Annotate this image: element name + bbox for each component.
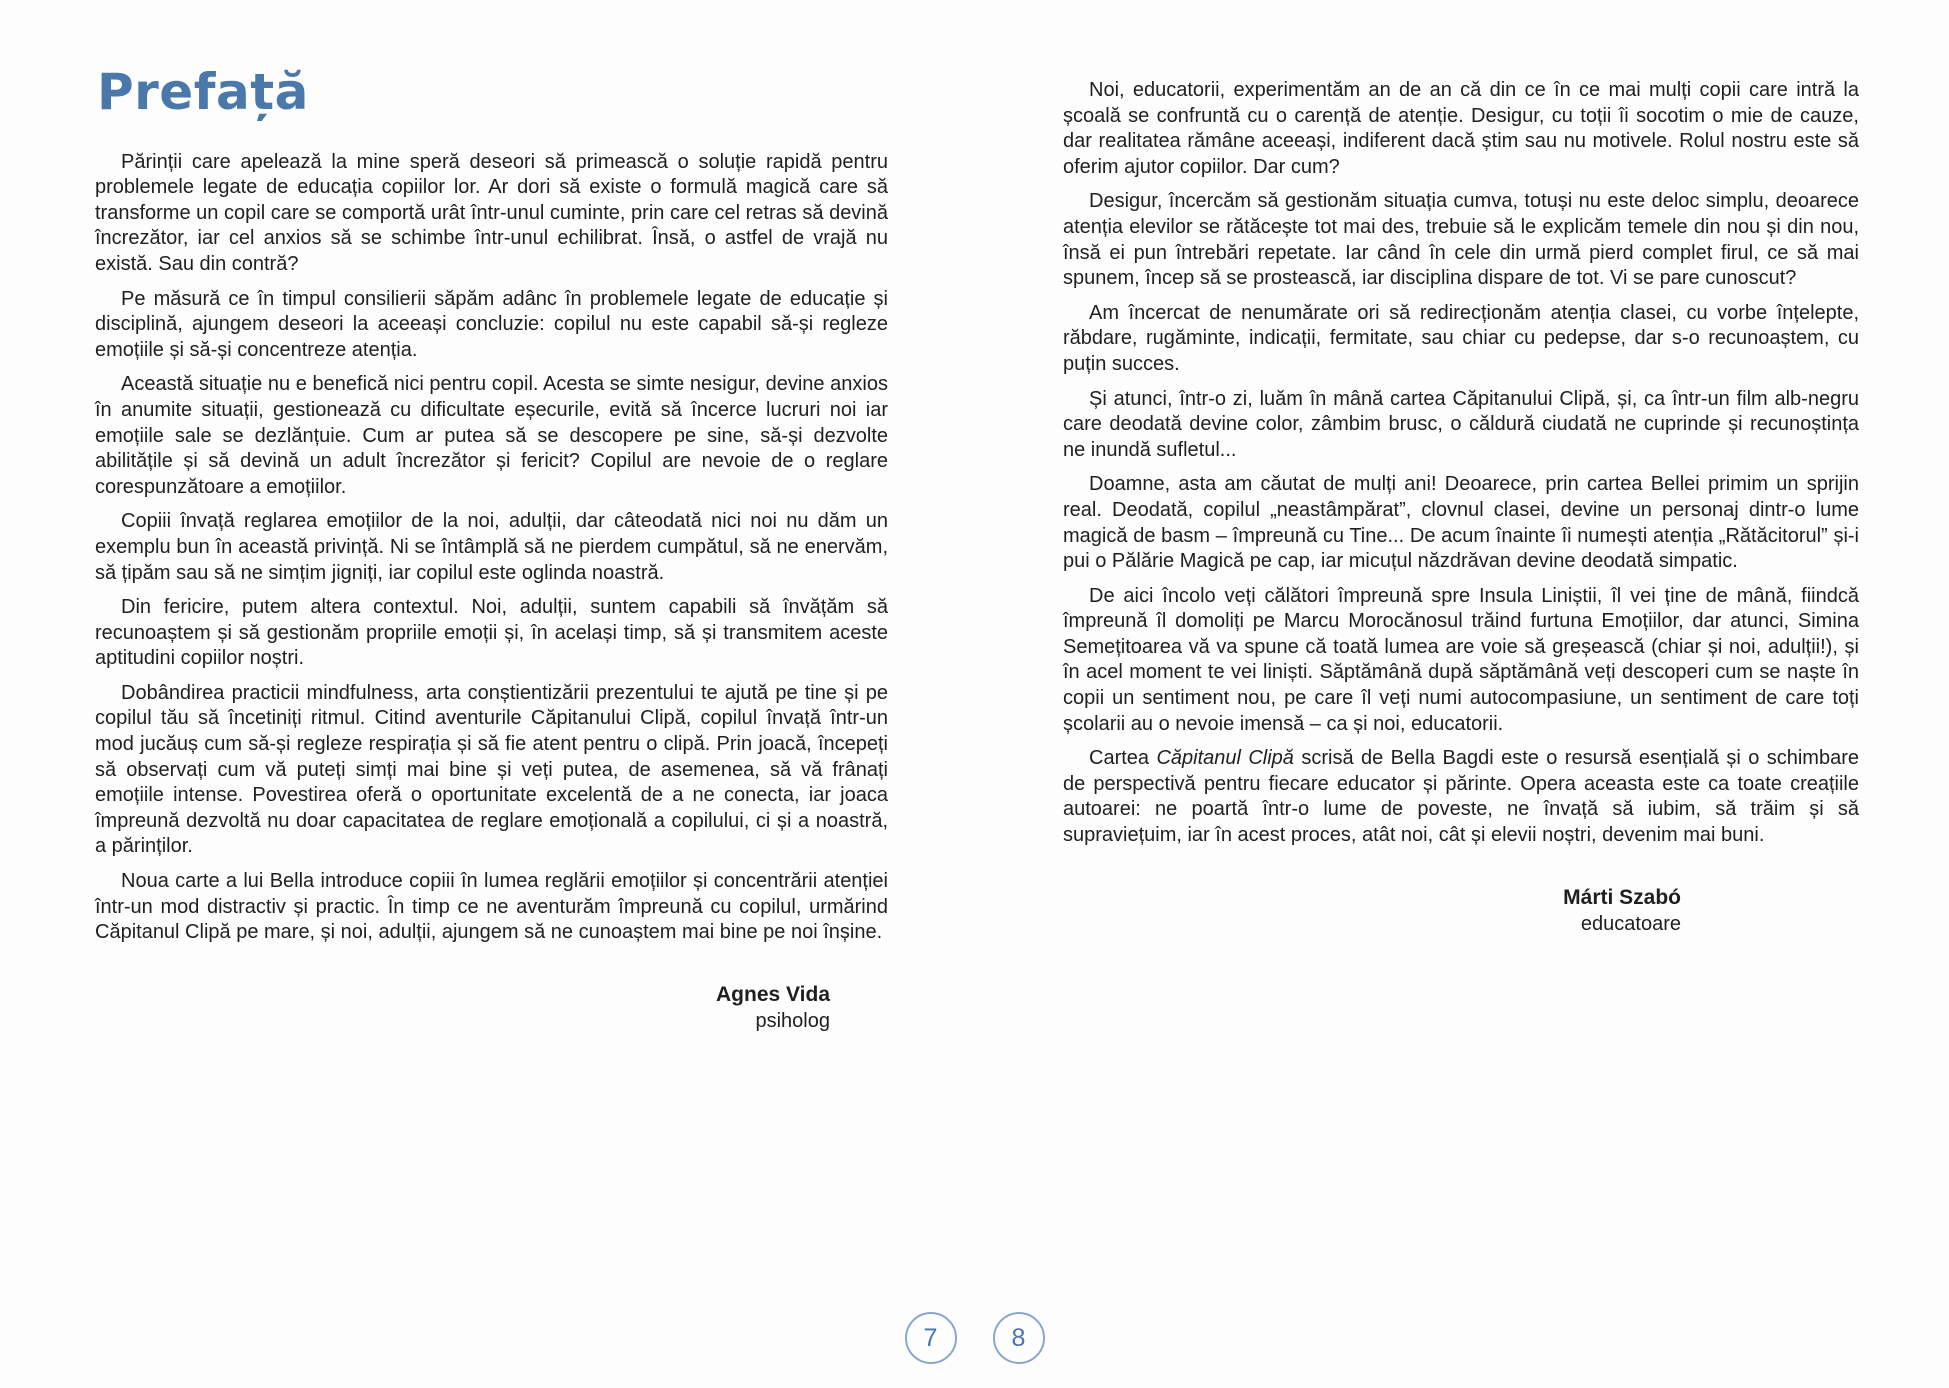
paragraph: Am încercat de nenumărate ori să redirecționăm atenția clasei, cu vorbe înțelepte, răbdare, rugăminte, indicații, fermitate, sau chiar cu pedepse, dar s-o recunoaștem, cu puțin succes. (1063, 301, 1859, 375)
paragraph: Părinții care apelează la mine speră deseori să primească o soluție rapidă pentru problemele legate de educația copiilor lor. Ar dori să existe o formulă magică care să transforme un copil care se comportă urât într-unul cuminte, prin care cel retras să devină încrezător, iar cel anxios să se schimbe într-unul echilibrat. Însă, o astfel de vrajă nu există. Sau din contră? (95, 150, 888, 275)
paragraph: Pe măsură ce în timpul consilierii săpăm adânc în problemele legate de educație și disciplină, ajungem deseori la aceeași concluzie: copilul nu este capabil să-și regleze emoțiile și să-și concentreze atenția. (95, 287, 888, 361)
signature-name: Márti Szabó (1563, 885, 1681, 909)
left-page-column (95, 63, 888, 1034)
paragraph-text: Cartea (1089, 747, 1157, 770)
signature-role: psiholog (755, 1009, 830, 1032)
paragraph: Din fericire, putem altera contextul. Noi, adulții, suntem capabili să învățăm să recunoaștem și să gestionăm propriile emoții și, în același timp, să și transmitem aceste aptitudini copiilor noștri. (95, 596, 888, 670)
signature-block (95, 982, 888, 1034)
paragraph: Copiii învață reglarea emoțiilor de la noi, adulții, dar câteodată nici noi nu dăm un exemplu bun în această privință. Ni se întâmplă să ne pierdem cumpătul, să ne enervăm, să țipăm sau să ne simțim jigniți, iar copilul este oglinda noastră. (95, 510, 888, 584)
paragraph (1063, 746, 1859, 848)
page-number-8: 8 (993, 1312, 1045, 1364)
paragraph: Dobândirea practicii mindfulness, arta conștientizării prezentului te ajută pe tine și pe copilul tău să încetiniți ritmul. Citind aventurile Căpitanului Clipă, copilul învață într-un mod jucăuș cum să-și regleze respirația și să fie atent pentru o clipă. Prin joacă, începeți să observați cum vă puteți simți mai bine și veți putea, de asemenea, să vă frânați emoțiile intense. Povestirea oferă o oportunitate excelentă de a ne conecta, iar joaca împreună dezvoltă nu doar capacitatea de reglare emoțională a copilului, ci și a noastră, a părinților. (95, 681, 888, 858)
page-number-row (0, 1312, 1949, 1364)
signature-role: educatoare (1580, 912, 1681, 935)
page-number-7: 7 (905, 1312, 957, 1364)
paragraph: Noua carte a lui Bella introduce copiii în lumea reglării emoțiilor și concentrării atenției într-un mod distractiv și practic. În timp ce ne aventurăm împreună cu copilul, urmărind Căpitanul Clipă pe mare, și noi, adulții, ajungem să ne cunoaștem mai bine pe noi înșine. (95, 870, 888, 944)
paragraph: Și atunci, într-o zi, luăm în mână cartea Căpitanului Clipă, și, ca într-un film alb-negru care deodată devine color, zâmbim brusc, o căldură ciudată ne cuprinde și recunoștința ne inundă sufletul... (1063, 387, 1859, 461)
right-page-column (1063, 78, 1859, 937)
signature-block (1063, 885, 1859, 937)
signature-name: Agnes Vida (716, 982, 830, 1006)
paragraph: Doamne, asta am căutat de mulți ani! Deoarece, prin cartea Bellei primim un sprijin real. Deodată, copilul „neastâmpărat”, clovnul clasei, devine un personaj dintr-o lume magică de basm – împreună cu Tine... De acum înainte îi numești atenția „Rătăcitorul” și-i pui o Pălărie Magică pe cap, iar micuțul năzdrăvan devine deodată simpatic. (1063, 473, 1859, 573)
paragraph-text: scrisă de Bella Bagdi este o resursă esențială și o schimbare de perspectivă pentru fiecare educator și părinte. Opera aceasta este ca toate creațiile autoarei: ne poartă într-o lume de poveste, ne învață să iubim, să trăim și să supraviețuim, iar în acest proces, atât noi, cât și elevii noștri, devenim mai buni. (1063, 747, 1860, 847)
paragraph: De aici încolo veți călători împreună spre Insula Liniștii, îl vei ține de mână, fiindcă împreună îl domoliți pe Marcu Morocănosul trăind furtuna Emoțiilor, dar atunci, Simina Semețitoarea vă va spune că toată lumea are voie să greșească (chiar și noi, adulții!), și în acel moment te vei liniști. Săptămână după săptămână veți descoperi cum se naște în copii un sentiment nou, pe care îl veți numi autocompasiune, un sentiment de care toți școlarii au o nevoie imensă – ca și noi, educatorii. (1063, 584, 1859, 735)
book-title-italic: Căpitanul Clipă (1156, 747, 1294, 770)
paragraph: Noi, educatorii, experimentăm an de an că din ce în ce mai mulți copii care intră la școală se confruntă cu o carență de atenție. Desigur, cu toții îi socotim o mie de cauze, dar realitatea rămâne aceeași, indiferent dacă știm sau nu motivele. Rolul nostru este să oferim ajutor copiilor. Dar cum? (1063, 79, 1859, 178)
paragraph: Această situație nu e benefică nici pentru copil. Acesta se simte nesigur, devine anxios în anumite situații, gestionează cu dificultate eșecurile, evită să încerce lucruri noi iar emoțiile sale se dezlănțuie. Cum ar putea să se descopere pe sine, să-și dezvolte abilitățile și să devină un adult încrezător și fericit? Copilul are nevoie de o reglare corespunzătoare a emoțiilor. (95, 373, 888, 498)
page-title: Prefață (97, 63, 309, 121)
paragraph: Desigur, încercăm să gestionăm situația cumva, totuși nu este deloc simplu, deoarece atenția elevilor se rătăcește tot mai des, trebuie să le explicăm temele din nou și din nou, însă ei pun întrebări repetate. Iar când în cele din urmă pierd complet firul, ce să mai spunem, încep să se prostească, iar disciplina dispare de tot. Vi se pare cunoscut? (1063, 190, 1859, 290)
